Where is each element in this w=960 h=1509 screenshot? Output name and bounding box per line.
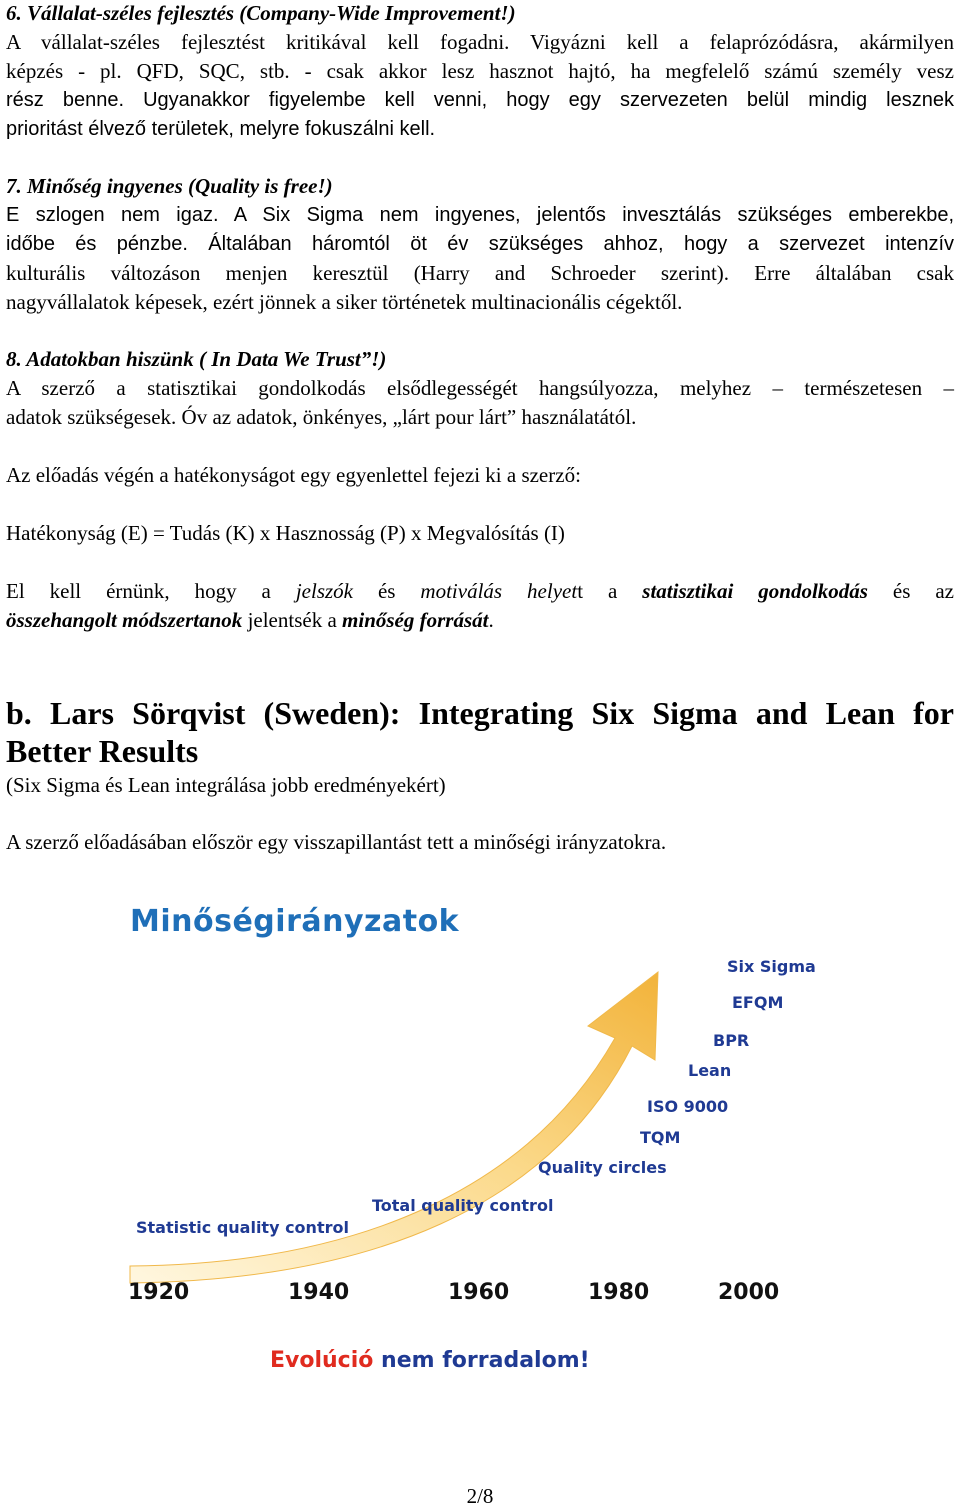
trend-label: Quality circles xyxy=(538,1158,667,1177)
page-number: 2/8 xyxy=(466,1484,494,1508)
trend-label: Six Sigma xyxy=(727,957,816,976)
section-7-line: nagyvállalatok képesek, ezért jönnek a siker történetek multinacionális cégektől. xyxy=(6,290,683,314)
conclusion-text: t xyxy=(577,579,584,603)
timeline-year: 1940 xyxy=(288,1280,350,1305)
conclusion-text: El kell érnünk, hogy a xyxy=(6,579,296,603)
section-6-line: rész benne. Ugyanakkor figyelembe kell venni, hogy egy szervezeten belül mindig lesznek xyxy=(6,89,954,111)
section-b-intro: A szerző előadásában először egy visszapillantást tett a minőségi irányzatokra. xyxy=(6,830,667,854)
conclusion-line-1 xyxy=(6,577,954,606)
timeline-year: 1960 xyxy=(448,1280,510,1305)
section-8-line: A szerző a statisztikai gondolkodás elsődlegességét hangsúlyozza, melyhez – természetesen – xyxy=(6,376,954,400)
section-8-line: adatok szükségesek. Óv az adatok, önkényes, „lárt pour lárt” használatától. xyxy=(6,405,637,429)
trend-label: ISO 9000 xyxy=(647,1097,729,1116)
conclusion-italic: motiválás helyet xyxy=(420,579,578,603)
trend-label: Lean xyxy=(688,1061,732,1080)
conclusion-bold-italic: összehangolt módszertanok xyxy=(6,608,243,632)
conclusion-text: és xyxy=(353,579,421,603)
equation: Hatékonyság (E) = Tudás (K) x Hasznosság (P) x Megvalósítás (I) xyxy=(6,521,565,545)
section-7-line: E szlogen nem igaz. A Six Sigma nem ingyenes, jelentős invesztálás szükséges emberekbe, xyxy=(6,204,954,226)
quality-trends-figure xyxy=(110,888,816,1393)
conclusion-text: és az xyxy=(867,579,955,603)
equation-intro: Az előadás végén a hatékonyságot egy egyenlettel fejezi ki a szerző: xyxy=(6,463,581,487)
section-b-heading-line-2: Better Results xyxy=(6,733,199,769)
conclusion-text: . xyxy=(488,608,494,632)
evolution-blue-words: nem forradalom! xyxy=(373,1348,590,1373)
section-8-heading: 8. Adatokban hiszünk ( In Data We Trust”!) xyxy=(6,347,387,371)
section-6-line: képzés - pl. QFD, SQC, stb. - csak akkor lesz hasznot hajtó, ha megfelelő számú személy vesz xyxy=(6,59,954,83)
section-6-line: A vállalat-széles fejlesztést kritikával kell fogadni. Vigyázni kell a felaprózódásra, akármilyen xyxy=(6,30,954,54)
growth-arrow xyxy=(110,888,670,1393)
trend-label: BPR xyxy=(713,1031,750,1050)
conclusion-bold-italic: statisztikai gondolkodás xyxy=(642,579,868,603)
trend-label: EFQM xyxy=(732,993,784,1012)
timeline-year: 1920 xyxy=(128,1280,190,1305)
trend-label: Statistic quality control xyxy=(136,1218,349,1237)
conclusion-line-2 xyxy=(6,606,954,635)
section-b-heading-line-1: b. Lars Sörqvist (Sweden): Integrating Six Sigma and Lean for xyxy=(6,695,954,731)
section-7-line: kulturális változáson menjen keresztül (Harry and Schroeder szerint). Erre általában csak xyxy=(6,261,954,285)
conclusion-bold-italic: minőség forrását xyxy=(342,608,489,632)
timeline-year: 2000 xyxy=(718,1280,780,1305)
figure-title: Minőségirányzatok xyxy=(130,904,460,939)
trend-label: Total quality control xyxy=(372,1196,554,1215)
trend-label: TQM xyxy=(640,1128,681,1147)
section-6-line: prioritást élvező területek, melyre fokuszálni kell. xyxy=(6,118,436,140)
evolution-red-word: Evolúció xyxy=(270,1348,374,1373)
section-7-line: időbe és pénzbe. Általában háromtól öt év szükséges ahhoz, hogy a szervezet intenzív xyxy=(6,233,954,255)
conclusion-text: jelentsék a xyxy=(242,608,343,632)
conclusion-text: a xyxy=(583,579,643,603)
conclusion-italic: jelszók xyxy=(295,579,353,603)
timeline-year: 1980 xyxy=(588,1280,650,1305)
section-b-subtitle: (Six Sigma és Lean integrálása jobb eredményekért) xyxy=(6,773,446,797)
evolution-caption xyxy=(270,1348,590,1373)
section-6-heading: 6. Vállalat-széles fejlesztés (Company-Wide Improvement!) xyxy=(6,1,516,25)
section-7-heading: 7. Minőség ingyenes (Quality is free!) xyxy=(6,174,333,198)
